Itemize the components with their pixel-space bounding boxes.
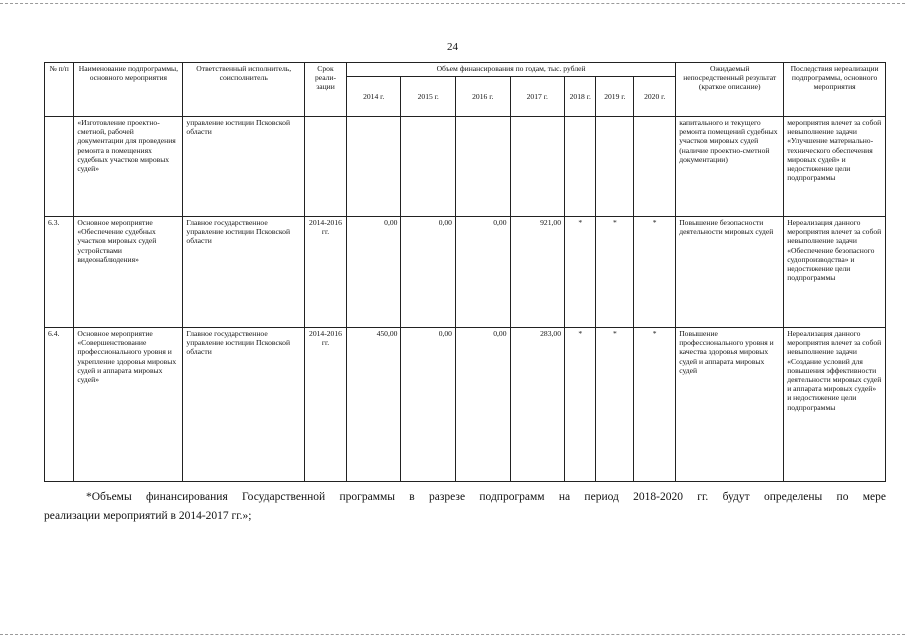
row-name (74, 328, 183, 482)
financing-table (44, 62, 886, 482)
row-value-2020 (634, 117, 676, 217)
row-name-text: Основное мероприятие (77, 218, 153, 227)
row-name-extra: «Обеспечение судебных участков мировых судей устройствами видеонаблюдения» (77, 227, 157, 264)
row-name-text: «Изготовление проектно-сметной, рабочей документации для проведения ремонта в помещениях судебных участков мировых судей» (77, 118, 176, 174)
row-name-text: Основное мероприятие (77, 329, 153, 338)
row-number: 6.4. (45, 328, 74, 482)
row-executor: Главное государственное управление юстиции Псковской области (183, 217, 305, 328)
bottom-page-edge (0, 634, 905, 635)
top-page-edge (0, 3, 905, 4)
header-no: № п/п (45, 63, 74, 117)
header-row (45, 63, 886, 77)
header-executor: Ответственный исполнитель, соисполнитель (183, 63, 305, 117)
footnote-line-1: *Объемы финансирования Государственной программы в разрезе подпрограмм на период 2018-2020 гг. будут определены по мере (86, 491, 886, 503)
header-year-2019: 2019 г. (596, 77, 634, 117)
header-consequences: Последствия нереализации подпрограммы, основного мероприятия (784, 63, 886, 117)
table-row (45, 217, 886, 328)
row-number (45, 117, 74, 217)
footnote (44, 488, 886, 526)
row-value-2018: * (565, 328, 596, 482)
header-year-2015: 2015 г. (401, 77, 456, 117)
row-consequences: Нереализация данного мероприятия влечет за собой невыполнение задачи «Обеспечение безопасного судопроизводства» и недостижение цели подпрограммы (784, 217, 886, 328)
row-value-2014: 0,00 (346, 217, 401, 328)
row-executor: Главное государственное управление юстиции Псковской области (183, 328, 305, 482)
footnote-line-2: реализации мероприятий в 2014-2017 гг.»; (44, 510, 252, 522)
table-row (45, 117, 886, 217)
row-value-2019 (596, 117, 634, 217)
row-term (305, 117, 347, 217)
row-result: капитального и текущего ремонта помещений судебных участков мировых судей (наличие проектно-сметной документации) (676, 117, 784, 217)
row-value-2017: 283,00 (510, 328, 565, 482)
header-year-2017: 2017 г. (510, 77, 565, 117)
row-name-extra: «Совершенствование профессионального уровня и укрепление здоровья мировых судей и аппарата мировых судей» (77, 338, 177, 385)
header-term: Срок реали-зации (305, 63, 347, 117)
row-value-2016: 0,00 (455, 328, 510, 482)
row-name (74, 217, 183, 328)
header-financing: Объем финансирования по годам, тыс. рублей (346, 63, 675, 77)
row-value-2017: 921,00 (510, 217, 565, 328)
header-year-2018: 2018 г. (565, 77, 596, 117)
row-result: Повышение безопасности деятельности мировых судей (676, 217, 784, 328)
row-term: 2014-2016 гг. (305, 217, 347, 328)
header-year-2014: 2014 г. (346, 77, 401, 117)
header-result: Ожидаемый непосредственный результат (краткое описание) (676, 63, 784, 117)
row-value-2015: 0,00 (401, 217, 456, 328)
row-number: 6.3. (45, 217, 74, 328)
header-year-2016: 2016 г. (455, 77, 510, 117)
row-consequences: Нереализация данного мероприятия влечет за собой невыполнение задачи «Создание условий для повышения эффективности деятельности мировых судей и аппарата мировых судей» и недостижение цели подпрограммы (784, 328, 886, 482)
row-value-2020: * (634, 328, 676, 482)
row-value-2017 (510, 117, 565, 217)
row-consequences: мероприятия влечет за собой невыполнение задачи «Улучшение материально-технического обеспечения мировых судей» и недостижение цели подпрограммы (784, 117, 886, 217)
row-value-2015: 0,00 (401, 328, 456, 482)
row-value-2019: * (596, 328, 634, 482)
row-name (74, 117, 183, 217)
row-value-2014 (346, 117, 401, 217)
page-number: 24 (447, 41, 458, 53)
row-result: Повышение профессионального уровня и качества здоровья мировых судей и аппарата мировых судей (676, 328, 784, 482)
header-name: Наименование подпрограммы, основного мероприятия (74, 63, 183, 117)
row-value-2014: 450,00 (346, 328, 401, 482)
row-value-2018: * (565, 217, 596, 328)
row-value-2018 (565, 117, 596, 217)
header-year-2020: 2020 г. (634, 77, 676, 117)
row-value-2019: * (596, 217, 634, 328)
row-term: 2014-2016 гг. (305, 328, 347, 482)
row-value-2016 (455, 117, 510, 217)
row-value-2015 (401, 117, 456, 217)
row-executor: управление юстиции Псковской области (183, 117, 305, 217)
row-value-2016: 0,00 (455, 217, 510, 328)
row-value-2020: * (634, 217, 676, 328)
table-row (45, 328, 886, 482)
